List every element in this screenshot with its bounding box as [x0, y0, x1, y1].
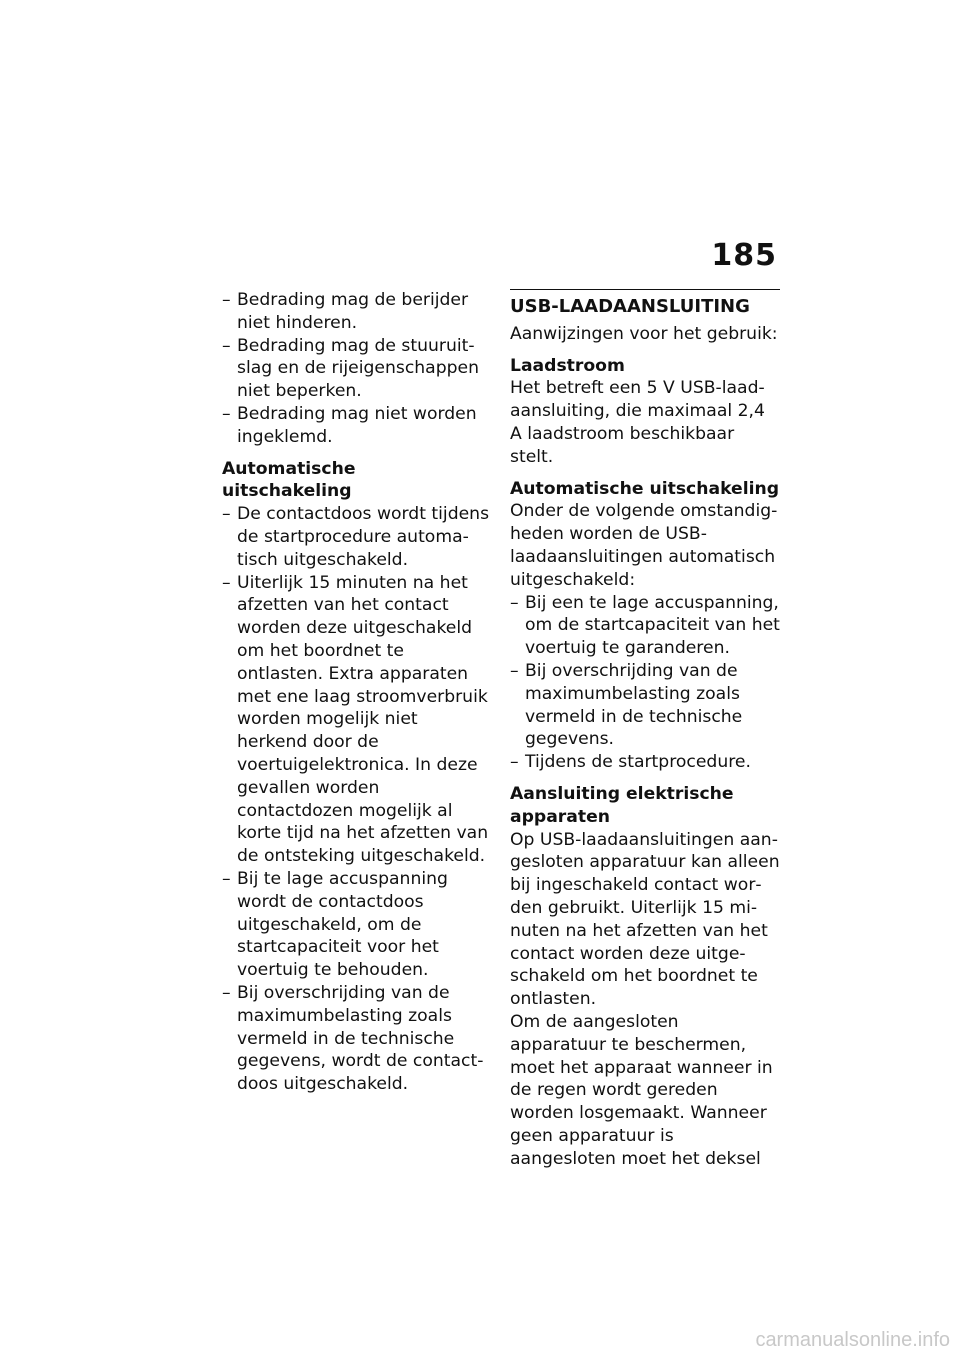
page-number: 185 [711, 238, 777, 273]
section-title: USB-LAADAANSLUITING [510, 289, 780, 319]
paragraph-automatische-uitschakeling: Onder de volgende omstandigheden worden de USB-laadaansluitingen automatisch uitgeschakeld: [510, 501, 778, 590]
heading-aansluiting-elektrische-apparaten: Aansluiting elektrische apparaten [510, 783, 734, 827]
heading-automatische-uitschakeling: Automatische uitschakeling [510, 478, 780, 499]
dash-bullet: – [510, 660, 519, 681]
list-item: – Bij overschrijding van de maximumbelasting zoals vermeld in de technische gegevens. [510, 660, 743, 750]
list-item: – Bedrading mag de berijder niet hinderen. [222, 290, 469, 333]
dash-bullet: – [510, 752, 519, 773]
list-item: – Bedrading mag de stuuruitslag en de rijeigenschappen niet beperken. [222, 335, 479, 402]
dash-bullet: – [222, 290, 231, 310]
dash-bullet: – [222, 982, 231, 1003]
list-item: – Bedrading mag niet worden ingeklemd. [222, 403, 477, 447]
dash-bullet: – [222, 504, 231, 525]
right-column [510, 289, 780, 1170]
list-item: – Uiterlijk 15 minuten na het afzetten van het contact worden deze uitgeschakeld om het boordnet te ontlasten. Extra apparaten met ene laag stroomverbruik worden mogelijk niet herkend door de voertuigelektronica. In deze gevallen worden contactdozen mogelijk al korte tijd na het afzetten van de ontsteking uitgeschakeld. [222, 572, 489, 867]
list-item: – Tijdens de startprocedure. [510, 752, 751, 773]
left-column [222, 289, 490, 1096]
paragraph-laadstroom: Het betreft een 5 V USB-laadaansluiting, die maximaal 2,4 A laadstroom beschikbaar stelt. [510, 378, 765, 467]
dash-bullet: – [510, 592, 519, 613]
dash-bullet: – [222, 572, 231, 593]
list-item: – Bij te lage accuspanning wordt de contactdoos uitgeschakeld, om de startcapaciteit voor het voertuig te behouden. [222, 868, 448, 981]
intro-text: Aanwijzingen voor het gebruik: [510, 323, 778, 344]
list-item: – Bij een te lage accuspanning, om de startcapaciteit van het voertuig te garanderen. [510, 592, 780, 659]
heading-automatische-uitschakeling: Automatische uitschakeling [222, 458, 356, 502]
dash-bullet: – [222, 403, 231, 424]
dash-bullet: – [222, 335, 231, 356]
paragraph-aansluiting-2: Om de aangesloten apparatuur te beschermen, moet het apparaat wanneer in de regen wordt gereden worden losgemaakt. Wanneer geen apparatuur is aangesloten moet het deksel [510, 1011, 773, 1169]
heading-laadstroom: Laadstroom [510, 355, 625, 376]
paragraph-aansluiting-1: Op USB-laadaansluitingen aangesloten apparatuur kan alleen bij ingeschakeld contact worden gebruikt. Uiterlijk 15 minuten na het afzetten van het contact worden deze uitgeschakeld om het boordnet te ontlasten. [510, 829, 780, 1010]
list-item: – De contactdoos wordt tijdens de startprocedure automatisch uitgeschakeld. [222, 504, 490, 570]
list-item: – Bij overschrijding van de maximumbelasting zoals vermeld in de technische gegevens, wordt de contactdoos uitgeschakeld. [222, 982, 484, 1095]
dash-bullet: – [222, 868, 231, 889]
watermark-footer: carmanualsonline.info [755, 1329, 950, 1351]
